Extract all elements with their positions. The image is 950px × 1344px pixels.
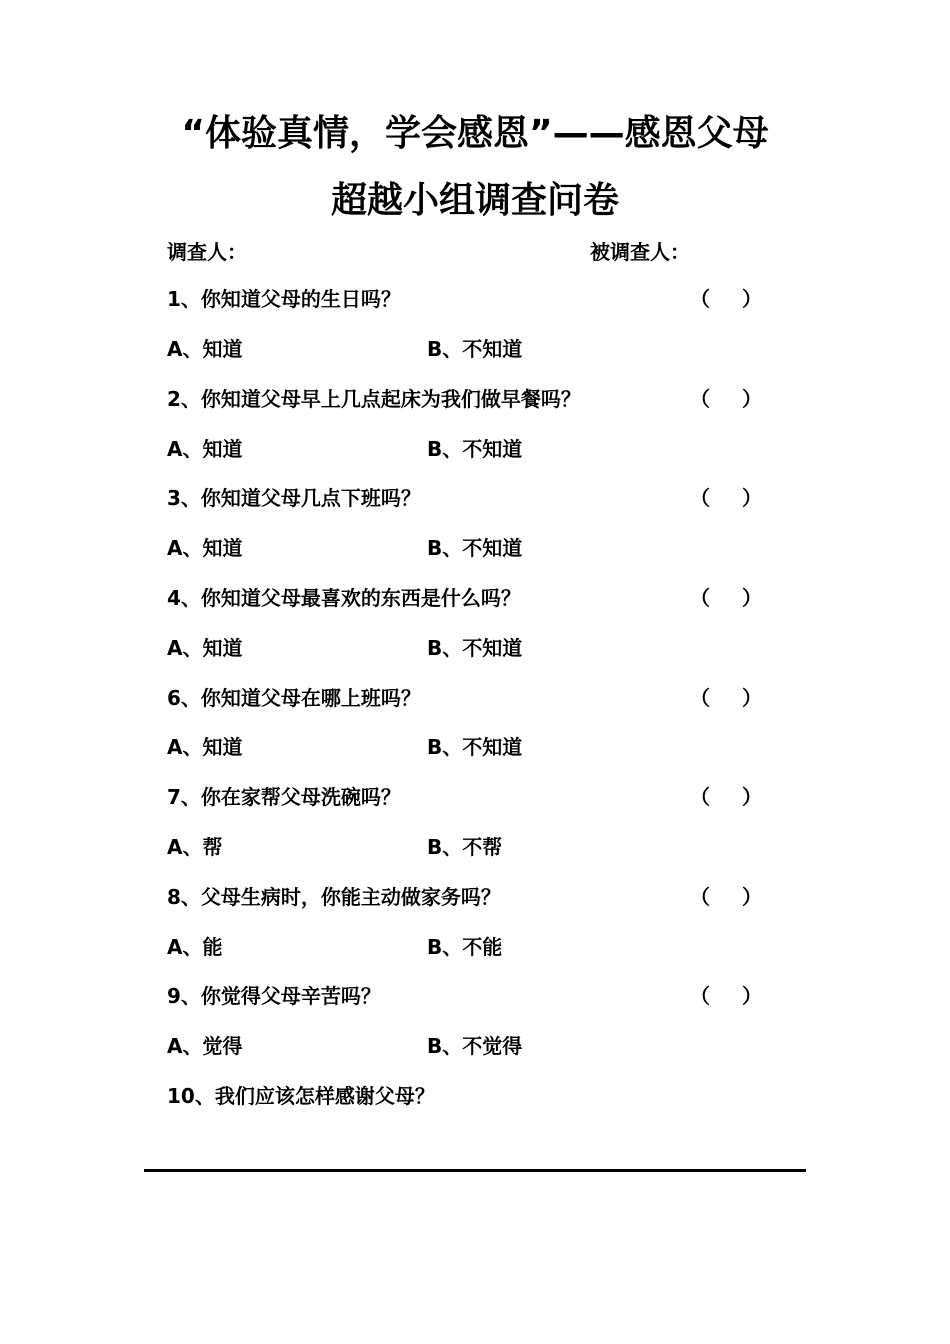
answer-paren-close: ） xyxy=(742,586,762,610)
question-4-text: 4、你知道父母最喜欢的东西是什么吗？ xyxy=(167,586,521,610)
question-6-option-a: A、知道 xyxy=(167,735,243,759)
question-7-option-b: B、不帮 xyxy=(427,835,503,859)
question-2-answer-box[interactable] xyxy=(690,385,762,413)
answer-paren-open: （ xyxy=(690,586,710,610)
question-10-text: 10、我们应该怎样感谢父母？ xyxy=(167,1084,435,1108)
question-8-option-a: A、能 xyxy=(167,935,223,959)
answer-paren-open: （ xyxy=(690,686,710,710)
investigator-label: 调查人： xyxy=(167,240,247,264)
question-9-text: 9、你觉得父母辛苦吗？ xyxy=(167,984,381,1008)
question-9-option-b: B、不觉得 xyxy=(427,1034,523,1058)
question-1-answer-box[interactable] xyxy=(690,285,762,313)
answer-paren-open: （ xyxy=(690,785,710,809)
answer-paren-close: ） xyxy=(742,984,762,1008)
question-2-option-a: A、知道 xyxy=(167,437,243,461)
question-9-answer-box[interactable] xyxy=(690,982,762,1010)
question-7-answer-box[interactable] xyxy=(690,783,762,811)
question-1-option-b: B、不知道 xyxy=(427,337,523,361)
question-4-option-a: A、知道 xyxy=(167,636,243,660)
question-1-text: 1、你知道父母的生日吗？ xyxy=(167,287,401,311)
answer-paren-open: （ xyxy=(690,387,710,411)
question-3-option-a: A、知道 xyxy=(167,536,243,560)
question-7-option-a: A、帮 xyxy=(167,835,223,859)
question-3-answer-box[interactable] xyxy=(690,484,762,512)
question-3-text: 3、你知道父母几点下班吗？ xyxy=(167,486,421,510)
question-6-option-b: B、不知道 xyxy=(427,735,523,759)
question-7-text: 7、你在家帮父母洗碗吗？ xyxy=(167,785,401,809)
answer-paren-open: （ xyxy=(690,984,710,1008)
answer-paren-open: （ xyxy=(690,287,710,311)
question-4-option-b: B、不知道 xyxy=(427,636,523,660)
page-title-line-1: “体验真情，学会感恩”——感恩父母 xyxy=(181,113,769,154)
answer-paren-close: ） xyxy=(742,686,762,710)
answer-paren-close: ） xyxy=(742,287,762,311)
question-6-answer-box[interactable] xyxy=(690,684,762,712)
question-4-answer-box[interactable] xyxy=(690,584,762,612)
answer-paren-close: ） xyxy=(742,387,762,411)
answer-paren-open: （ xyxy=(690,486,710,510)
answer-paren-close: ） xyxy=(742,785,762,809)
question-8-text: 8、父母生病时，你能主动做家务吗？ xyxy=(167,885,501,909)
answer-paren-open: （ xyxy=(690,885,710,909)
page-title-line-2: 超越小组调查问卷 xyxy=(330,180,619,221)
question-9-option-a: A、觉得 xyxy=(167,1034,243,1058)
question-2-text: 2、你知道父母早上几点起床为我们做早餐吗？ xyxy=(167,387,581,411)
respondent-label: 被调查人： xyxy=(590,240,690,264)
question-6-text: 6、你知道父母在哪上班吗？ xyxy=(167,686,421,710)
answer-line[interactable] xyxy=(144,1169,806,1172)
question-2-option-b: B、不知道 xyxy=(427,437,523,461)
question-8-answer-box[interactable] xyxy=(690,883,762,911)
question-3-option-b: B、不知道 xyxy=(427,536,523,560)
question-8-option-b: B、不能 xyxy=(427,935,503,959)
answer-paren-close: ） xyxy=(742,486,762,510)
answer-paren-close: ） xyxy=(742,885,762,909)
question-1-option-a: A、知道 xyxy=(167,337,243,361)
